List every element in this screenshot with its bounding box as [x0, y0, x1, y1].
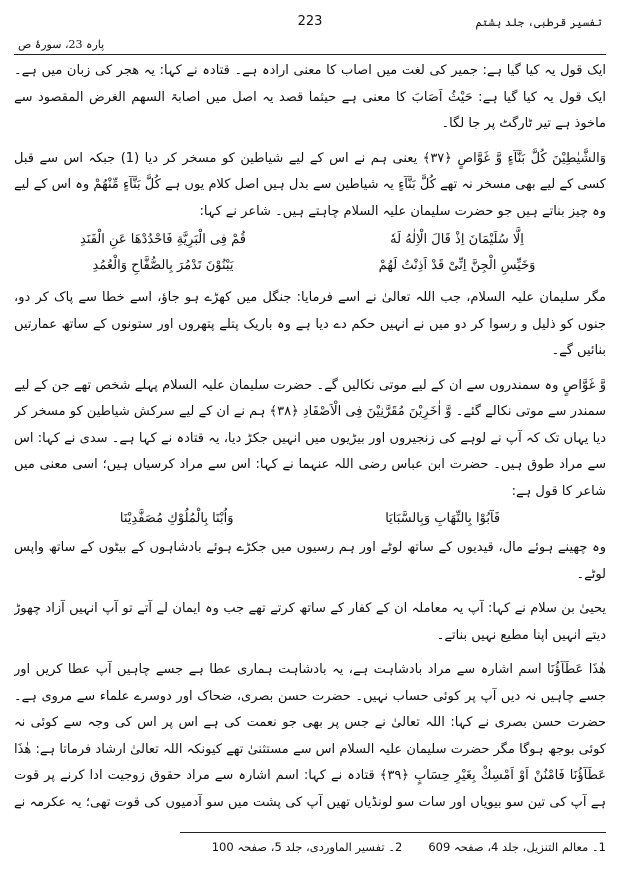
- page-body: [14, 58, 606, 818]
- paragraph-3: مگر سلیمان علیہ السلام، جب اللہ تعالیٰ نے اسے فرمایا: جنگل میں کھڑے ہو جاؤ، اسے خطا سے پاک کر دو، جنوں کو ذلیل و رسوا کر دو میں نے انہیں حکم دے دیا ہے وہ باریک پتلے پتھروں اور ستونوں کے ساتھ عمارتیں بنائیں گے۔: [14, 290, 606, 358]
- paragraph-1: ایک قول یہ کیا گیا ہے: جمیر کی لغت میں اصاب کا معنی ارادہ ہے۔ قتادہ نے کہا: یہ ھجر کی زبان میں ہے۔ ایک قول یہ کیا گیا ہے: حَیْثُ اَصَابَ کا معنی ہے حیثما قصد یہ اصل میں اصابۃ السھم الغرض المقصود سے ماخوذ ہے تیر ٹارگٹ پر جا لگا۔: [14, 63, 606, 131]
- verse-line: وَاُبْنَا بِالْمُلُوْكِ مُصَفَّدِیْنَا: [119, 511, 234, 526]
- footnote-2: 2۔ تفسیر الماوردی، جلد 5، صفحہ 100: [211, 840, 403, 854]
- footnotes: [14, 836, 606, 858]
- verse-line: اِلَّا سُلَیْمَانَ اِذْ قَالَ الْاِلٰهُ لَهٗ: [390, 232, 524, 247]
- paragraph-2: وَالشَّیٰطِیْنَ کُلَّ بَنَّآءٍ وَّ غَوَّاصٍ ﴿٣٧﴾ یعنی ہم نے اس کے لیے شیاطین کو مسخر کر دیا (1) جبکہ اس سے قبل کسی کے لیے بھی مسخر نہ تھے کُلَّ بَنَّآءٍ یہ شیاطین سے بدل ہیں اصل کلام یوں ہے کُلَّ بَنَّآءٍ مِّنْهُمْ وہ اس کے لیے وہ چیز بناتے ہیں جو حضرت سلیمان علیہ السلام چاہتے ہیں۔ شاعر نے کہا:: [14, 150, 606, 219]
- page-number: 223: [297, 14, 323, 29]
- page-header: [14, 14, 606, 55]
- book-title: تفسیر قرطبی، جلد ہشتم: [475, 16, 602, 29]
- footnote-divider: [180, 832, 606, 833]
- footnote-1: 1۔ معالم التنزیل، جلد 4، صفحہ 609: [428, 840, 606, 854]
- verse-line: وَخَیِّسِ الْجِنَّ اِنِّیْ قَدْ اَذِنْتُ لَهُمْ: [378, 258, 536, 273]
- paragraph-5: وہ چھینے ہوئے مال، قیدیوں کے ساتھ لوٹے اور ہم رسیوں میں جکڑے ہوئے بادشاہوں کے بیٹوں کے ساتھ واپس لوٹے۔: [14, 540, 606, 582]
- verse-line: فَآبُوْا بِالنِّهَابِ وَبِالسَّبَایَا: [385, 511, 501, 526]
- paragraph-4: وَّ غَوَّاصٍ وہ سمندروں سے ان کے لیے موتی نکالیں گے۔ حضرت سلیمان علیہ السلام پہلے شخص تھے جن کے لیے سمندر سے موتی نکالے گئے۔ وَّ اٰخَرِیْنَ مُقَرَّنِیْنَ فِی الْاَصْفَادِ ﴿٣٨﴾ ہم نے ان کے لیے سرکش شیاطین کو مسخر کر دیا یہاں تک کہ آپ نے لوہے کی زنجیروں اور بیڑیوں میں انہیں جکڑ دیا، یہ قتادہ نے کہا ہے۔ سدی نے کہا: اس سے مراد طوق ہیں۔ حضرت ابن عباس رضی اللہ عنہما نے کہا: اس سے مراد کرسیاں ہیں؛ اسی معنی میں شاعر کا قول ہے:: [14, 377, 606, 499]
- section-label: پارہ 23، سورۂ ص: [18, 38, 105, 51]
- paragraph-7: هٰذَا عَطَآؤُنَا اسم اشارہ سے مراد بادشاہت ہے، یہ بادشاہت ہماری عطا ہے جسے چاہیں آپ عطا کریں اور جسے چاہیں نہ دیں آپ پر کوئی حساب نہیں۔ حضرت حسن بصری، ضحاک اور دوسرے علماء سے مروی ہے۔ حضرت حسن بصری نے کہا: اللہ تعالیٰ نے جس پر بھی جو نعمت کی ہے اس پر اس کی وجہ سے کوئی نہ کوئی بوجھ ہوگا مگر حضرت سلیمان علیہ السلام اس سے مستثنیٰ تھے کیونکہ اللہ تعالیٰ ارشاد فرماتا ہے: هٰذَا عَطَآؤُنَا فَامْنُنْ اَوْ اَمْسِكْ بِغَیْرِ حِسَابٍ ﴿٣٩﴾ قتادہ نے کہا: اسم اشارہ سے مراد حقوق زوجیت ادا کرنے پر قوت ہے آپ کی تین سو بیویاں اور سات سو لونڈیاں تھیں آپ کی پشت میں سو آدمیوں کی قوت تھی؛ یہ عکرمہ نے: [14, 662, 606, 810]
- verse-line: قُمْ فِی الْبَرِیَّةِ فَاحْدُدْهَا عَنِ الْفَنَدِ: [79, 232, 247, 247]
- paragraph-6: یحییٰ بن سلام نے کہا: آپ یہ معاملہ ان کے کفار کے ساتھ کرتے تھے جب وہ ایمان لے آتے تو آپ انہیں آزاد چھوڑ دیتے انہیں اپنا مطیع نہیں بناتے۔: [14, 601, 606, 643]
- poem-verse-1: [14, 227, 606, 279]
- poem-verse-2: [14, 505, 606, 533]
- verse-line: یَبْنُوْنَ تَدْمُرَ بِالصُّفَّاحِ وَالْعُمُدِ: [92, 258, 234, 273]
